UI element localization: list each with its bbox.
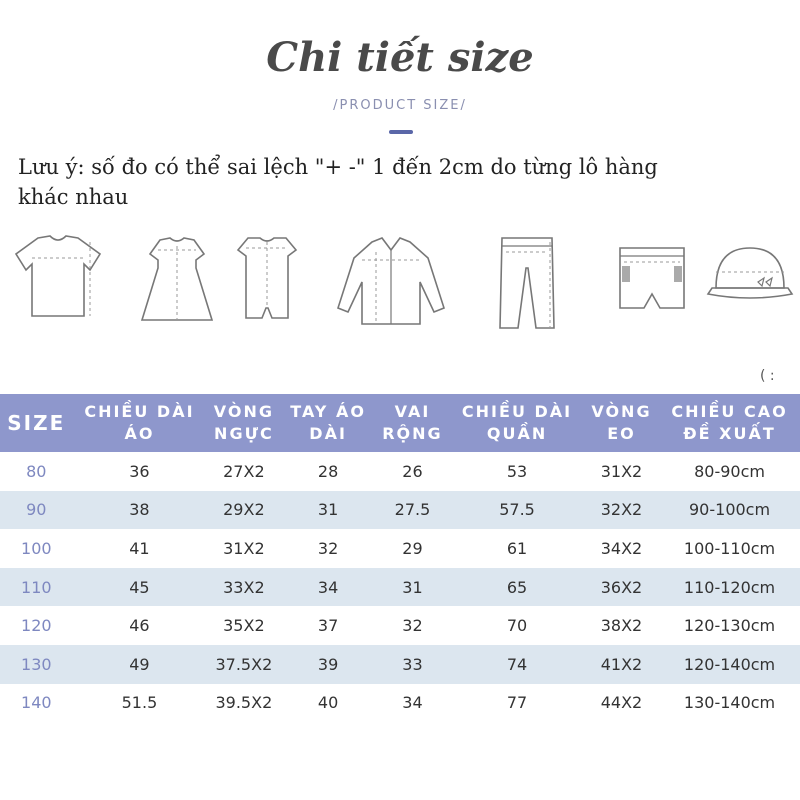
column-header-line: SIZE [7,411,66,435]
column-header-line: ÁO [124,424,155,443]
table-cell: 41 [129,538,150,558]
table-cell: 36X2 [584,568,659,607]
column-header-line: TAY ÁO [290,402,366,421]
table-cell: 31 [375,568,450,607]
table-cell: 39.5X2 [215,693,273,713]
table-cell: 38X2 [600,616,643,636]
column-header-line: VÒNG [591,402,652,421]
table-cell: 32 [402,616,423,636]
table-cell: 110-120cm [659,568,800,607]
table-cell: 37.5X2 [206,645,281,684]
table-cell: 31X2 [600,461,643,481]
column-header [281,394,374,452]
table-cell: 27X2 [223,461,265,481]
table-row [0,645,800,684]
table-cell: 35X2 [223,616,265,636]
page-title: Chi tiết size [266,34,534,81]
table-cell: 34 [281,568,374,607]
table-cell: 57.5 [450,491,584,530]
title-underline [389,130,413,134]
column-header-line: CHIỀU DÀI [84,402,195,421]
size-cell: 130 [0,645,73,684]
table-row [0,452,800,491]
table-cell: 39 [281,645,374,684]
table-cell: 37 [317,616,339,636]
table-cell: 33 [375,645,450,684]
column-header-line: CHIỀU CAO [671,402,788,421]
column-header-line: ĐỀ XUẤT [683,424,776,443]
size-cell: 80 [26,461,47,481]
table-cell: 44X2 [600,693,643,713]
garment-icons [0,228,800,338]
table-row [0,568,800,607]
table-cell: 32X2 [584,491,659,530]
size-table [0,394,800,722]
table-cell: 53 [506,461,528,481]
hat-icon [702,228,798,318]
size-cell: 110 [0,568,73,607]
table-cell: 49 [73,645,207,684]
table-cell: 32 [317,538,339,558]
column-header-line: DÀI [309,424,347,443]
table-cell: 46 [129,616,150,636]
column-header-line: CHIỀU DÀI [461,402,573,421]
table-cell: 27.5 [375,491,450,530]
column-header-line: VÒNG [213,402,274,421]
dress-icon [132,228,222,328]
column-header [73,394,207,452]
table-cell: 31 [281,491,374,530]
table-cell: 36 [129,461,150,481]
table-cell: 45 [73,568,207,607]
table-cell: 31X2 [223,538,265,558]
measurement-note: Lưu ý: số đo có thể sai lệch "+ -" 1 đến 2cm do từng lô hàng khác nhau [18,155,658,209]
table-cell: 33X2 [206,568,281,607]
column-header [659,394,800,452]
trousers-icon [492,228,562,334]
table-cell: 65 [450,568,584,607]
tshirt-icon [8,228,108,328]
table-cell: 29X2 [206,491,281,530]
column-header-line: QUẦN [486,424,548,443]
table-cell: 70 [506,616,528,636]
table-row [0,529,800,568]
table-cell: 40 [317,693,339,713]
column-header [206,394,281,452]
table-cell: 77 [506,693,528,713]
table-cell: 80-90cm [694,461,765,481]
column-header [0,394,73,452]
table-row [0,684,800,723]
table-cell: 26 [402,461,423,481]
table-cell: 61 [506,538,528,558]
table-row [0,491,800,530]
size-cell: 140 [21,693,52,713]
table-cell: 34X2 [600,538,643,558]
size-cell: 90 [0,491,73,530]
table-cell: 74 [450,645,584,684]
table-header-row [0,394,800,452]
table-cell: 90-100cm [659,491,800,530]
column-header [450,394,584,452]
corner-mark: ( : [760,368,775,384]
table-cell: 120-130cm [683,616,776,636]
table-cell: 120-140cm [659,645,800,684]
table-cell: 51.5 [121,693,158,713]
romper-icon [232,228,302,328]
column-header-line: RỘNG [382,424,443,443]
table-cell: 34 [402,693,423,713]
table-row [0,606,800,645]
table-cell: 130-140cm [683,693,776,713]
table-cell: 29 [402,538,423,558]
column-header [584,394,659,452]
column-header-line: VAI [394,402,431,421]
jacket-icon [332,228,450,332]
shorts-icon [612,228,692,324]
table-cell: 28 [317,461,339,481]
table-cell: 100-110cm [683,538,776,558]
table-body [0,452,800,722]
size-cell: 100 [21,538,52,558]
column-header-line: EO [607,424,636,443]
column-header [375,394,450,452]
page-subtitle: /PRODUCT SIZE/ [333,98,467,113]
table-cell: 41X2 [584,645,659,684]
table-cell: 38 [73,491,207,530]
size-cell: 120 [21,616,52,636]
column-header-line: NGỰC [214,424,274,443]
